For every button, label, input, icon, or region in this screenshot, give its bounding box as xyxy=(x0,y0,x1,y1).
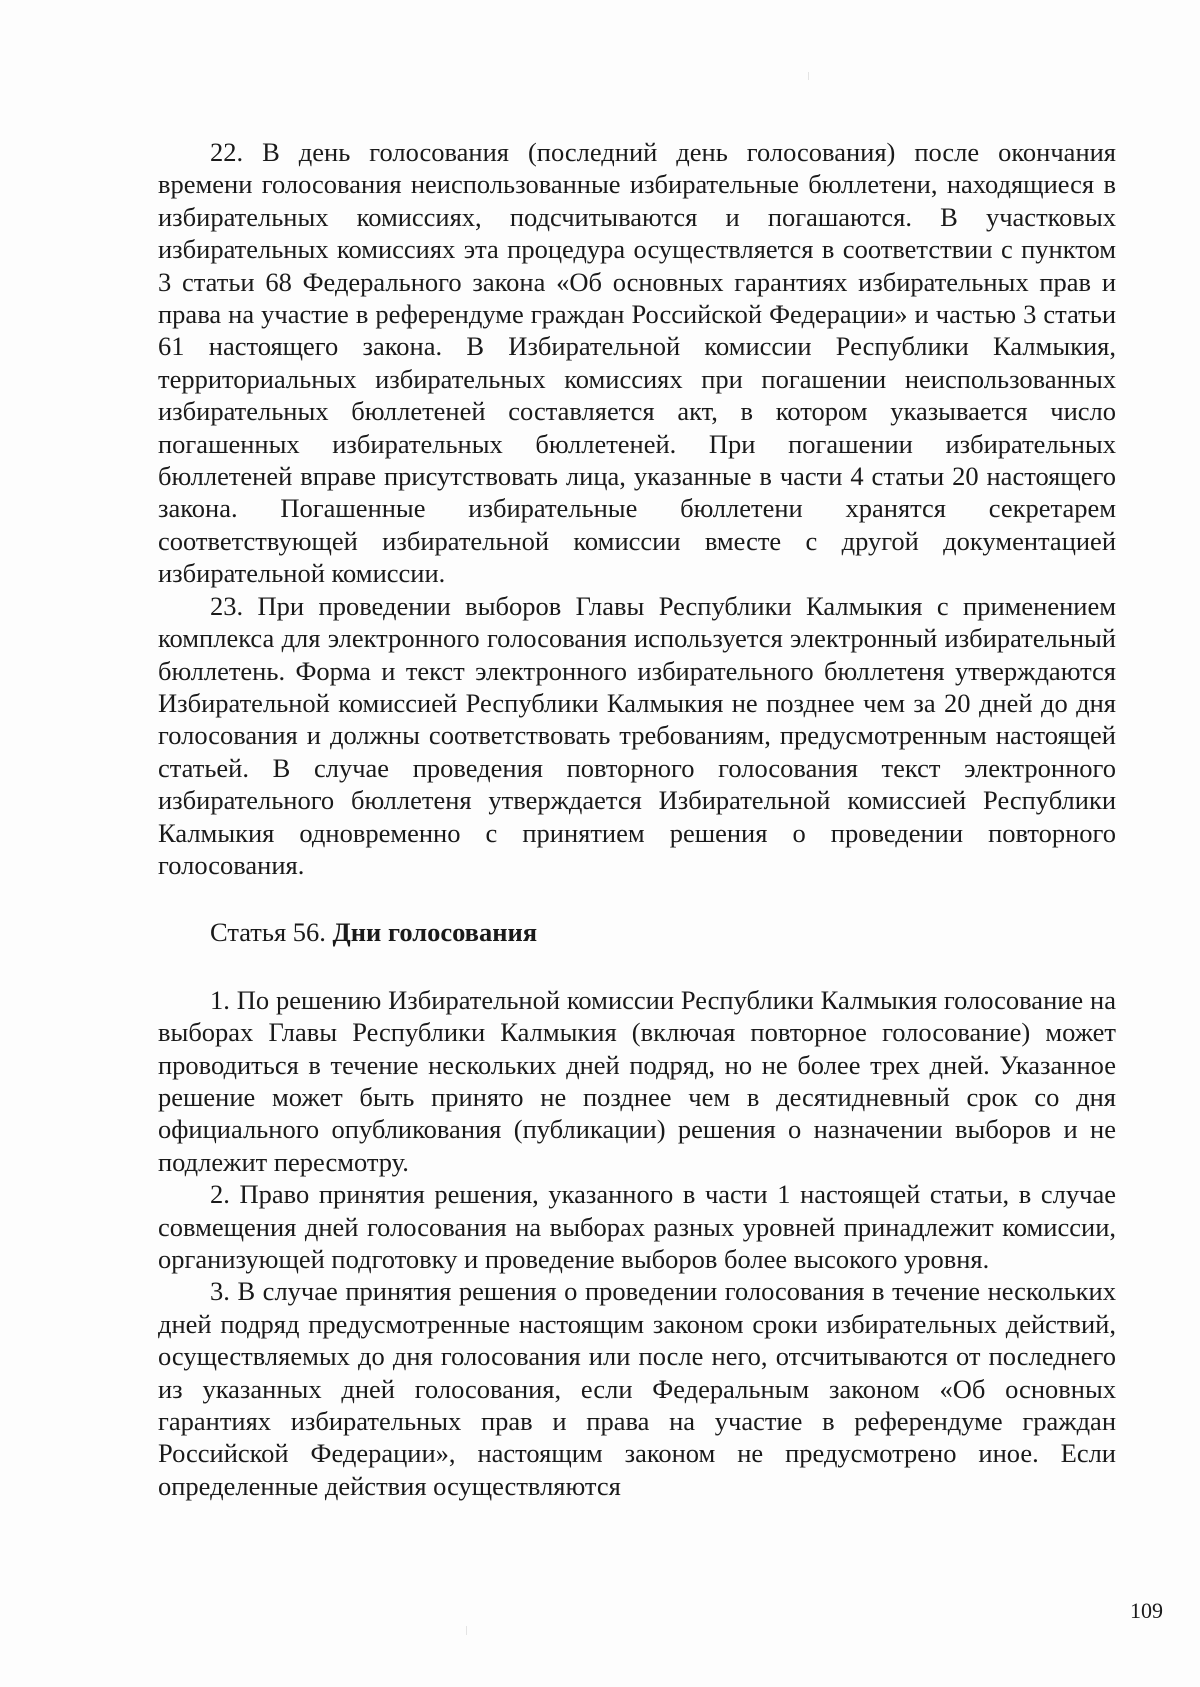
page-number: 109 xyxy=(1130,1598,1163,1623)
article-title: Дни голосования xyxy=(332,917,538,948)
document-body xyxy=(158,136,1116,1502)
paragraph-22: 22. В день голосования (последний день голосования) после окончания времени голосования неиспользованные избирательные бюллетени, находящиеся в избирательных комиссиях, подсчитываются и погашаются. В участковых избирательных комиссиях эта процедура осуществляется в соответствии с пунктом 3 статьи 68 Федерального закона «Об основных гарантиях избирательных прав и права на участие в референдуме граждан Российской Федерации» и частью 3 статьи 61 настоящего закона. В Избирательной комиссии Республики Калмыкия, территориальных избирательных комиссиях при погашении неиспользованных избирательных бюллетеней составляется акт, в котором указывается число погашенных избирательных бюллетеней. При погашении избирательных бюллетеней вправе присутствовать лица, указанные в части 4 статьи 20 настоящего закона. Погашенные избирательные бюллетени хранятся секретарем соответствующей избирательной комиссии вместе с другой документацией избирательной комиссии. xyxy=(158,137,1116,589)
paragraph-1: 1. По решению Избирательной комиссии Республики Калмыкия голосование на выборах Главы Республики Калмыкия (включая повторное голосование) может проводиться в течение нескольких дней подряд, но не более трех дней. Указанное решение может быть принято не позднее чем в десятидневный срок со дня официального опубликования (публикации) решения о назначении выборов и не подлежит пересмотру. xyxy=(158,984,1116,1177)
paragraph-2: 2. Право принятия решения, указанного в части 1 настоящей статьи, в случае совмещения дней голосования на выборах разных уровней принадлежит комиссии, организующей подготовку и проведение выборов более высокого уровня. xyxy=(158,1179,1116,1274)
article-heading xyxy=(158,916,1116,948)
paragraph-23: 23. При проведении выборов Главы Республики Калмыкия с применением комплекса для электронного голосования используется электронный избирательный бюллетень. Форма и текст электронного избирательного бюллетеня утверждаются Избирательной комиссией Республики Калмыкия не позднее чем за 20 дней до дня голосования и должны соответствовать требованиям, предусмотренным настоящей статьей. В случае проведения повторного голосования текст электронного избирательного бюллетеня утверждается Избирательной комиссией Республики Калмыкия одновременно с принятием решения о проведении повторного голосования. xyxy=(158,590,1116,880)
scan-artifact xyxy=(808,72,809,80)
paragraph-3: 3. В случае принятия решения о проведении голосования в течение нескольких дней подряд предусмотренные настоящим законом сроки избирательных действий, осуществляемых до дня голосования или после него, отсчитываются от последнего из указанных дней голосования, если Федеральным законом «Об основных гарантиях избирательных прав и права на участие в референдуме граждан Российской Федерации», настоящим законом не предусмотрено иное. Если определенные действия осуществляются xyxy=(158,1276,1116,1501)
scan-artifact xyxy=(466,1626,467,1635)
article-number: Статья 56. xyxy=(210,917,333,948)
